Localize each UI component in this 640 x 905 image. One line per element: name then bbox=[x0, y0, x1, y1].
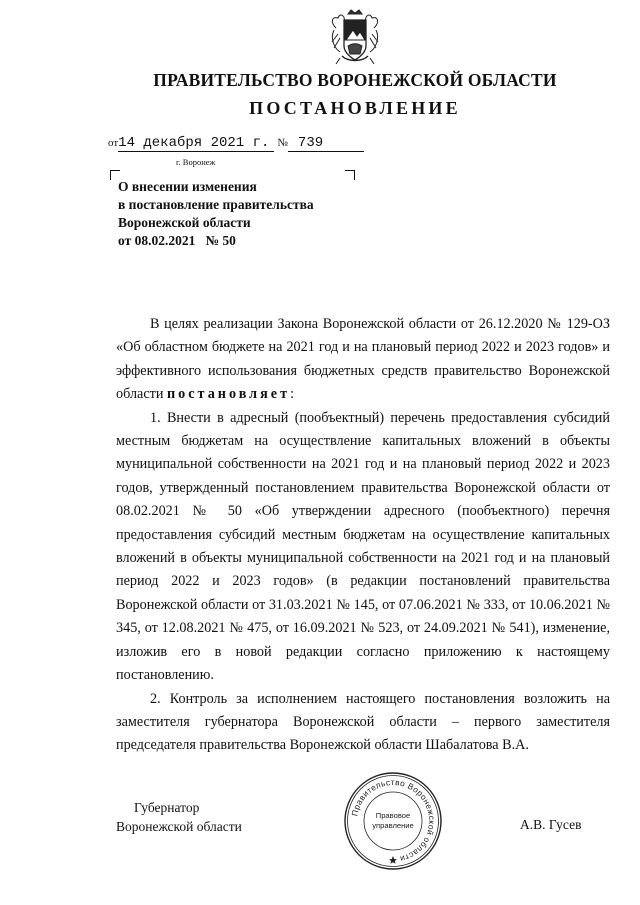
document-date: 14 декабря 2021 г. bbox=[118, 136, 274, 152]
preamble-colon: : bbox=[290, 386, 295, 403]
position-line: Губернатор bbox=[134, 800, 200, 815]
document-type: ПОСТАНОВЛЕНИЕ bbox=[249, 98, 461, 118]
subject-line: в постановление правительства bbox=[118, 197, 314, 212]
date-prefix: от bbox=[108, 137, 119, 149]
decree-word: постановляет bbox=[166, 386, 291, 403]
government-name: ПРАВИТЕЛЬСТВО ВОРОНЕЖСКОЙ ОБЛАСТИ bbox=[153, 70, 557, 90]
preamble-text: В целях реализации Закона Воронежской области от 26.12.2020 № 129-ОЗ «Об областном бюджете на 2021 год и на плановый период 2022 и 2023 годов» и эффективного использования бюджетных средств правительство Воронежской области bbox=[116, 316, 610, 403]
clause-1: 1. Внести в адресный (пообъектный) перечень предоставления субсидий местным бюджетам на осуществление капитальных вложений в объекты муниципальной собственности на 2021 год и на плановый период 2022 и 2023 годов, утвержденный постановлением правительства Воронежской области от 08.02.2021 № 50 «Об утверждении адресного (пообъектного) перечня предоставления субсидий местным бюджетам на осуществление капитальных вложений в объекты муниципальной собственности на 2021 год и на плановый период 2022 и 2023 годов» (в редакции постановлений правительства Воронежской области от 31.03.2021 № 145, от 07.06.2021 № 333, от 10.06.2021 № 345, от 12.08.2021 № 475, от 16.09.2021 № 523, от 24.09.2021 № 541), изменение, изложив его в новой редакции согласно приложению к настоящему постановлению. bbox=[116, 409, 610, 684]
preamble-paragraph bbox=[116, 313, 610, 407]
stamp-center-line: управление bbox=[372, 821, 414, 830]
stamp-center-line: Правовое bbox=[375, 811, 411, 820]
subject-line: О внесении изменения bbox=[118, 179, 257, 194]
position-line: Воронежской области bbox=[116, 819, 242, 834]
document-number: 739 bbox=[288, 136, 364, 152]
document-body bbox=[116, 313, 610, 758]
subject-line: от 08.02.2021 № 50 bbox=[118, 233, 236, 248]
document-subject bbox=[118, 178, 314, 250]
city-label: г. Воронеж bbox=[176, 157, 216, 167]
stamp-star-icon bbox=[389, 856, 397, 864]
subject-line: Воронежской области bbox=[118, 215, 251, 230]
registration-line bbox=[108, 134, 364, 152]
signatory-position bbox=[116, 798, 242, 836]
voronezh-coat-of-arms-icon bbox=[328, 8, 382, 66]
number-label: № bbox=[277, 137, 288, 149]
subject-bracket-right bbox=[345, 170, 355, 180]
legal-department-stamp bbox=[342, 770, 444, 872]
signatory-name: А.В. Гусев bbox=[520, 817, 582, 832]
clause-2: 2. Контроль за исполнением настоящего постановления возложить на заместителя губернатора Воронежской области – первого заместителя председателя правительства Воронежской области Шабалатова В.А. bbox=[116, 690, 610, 754]
stamp-ring-text: Правительство Воронежской области bbox=[349, 776, 438, 865]
